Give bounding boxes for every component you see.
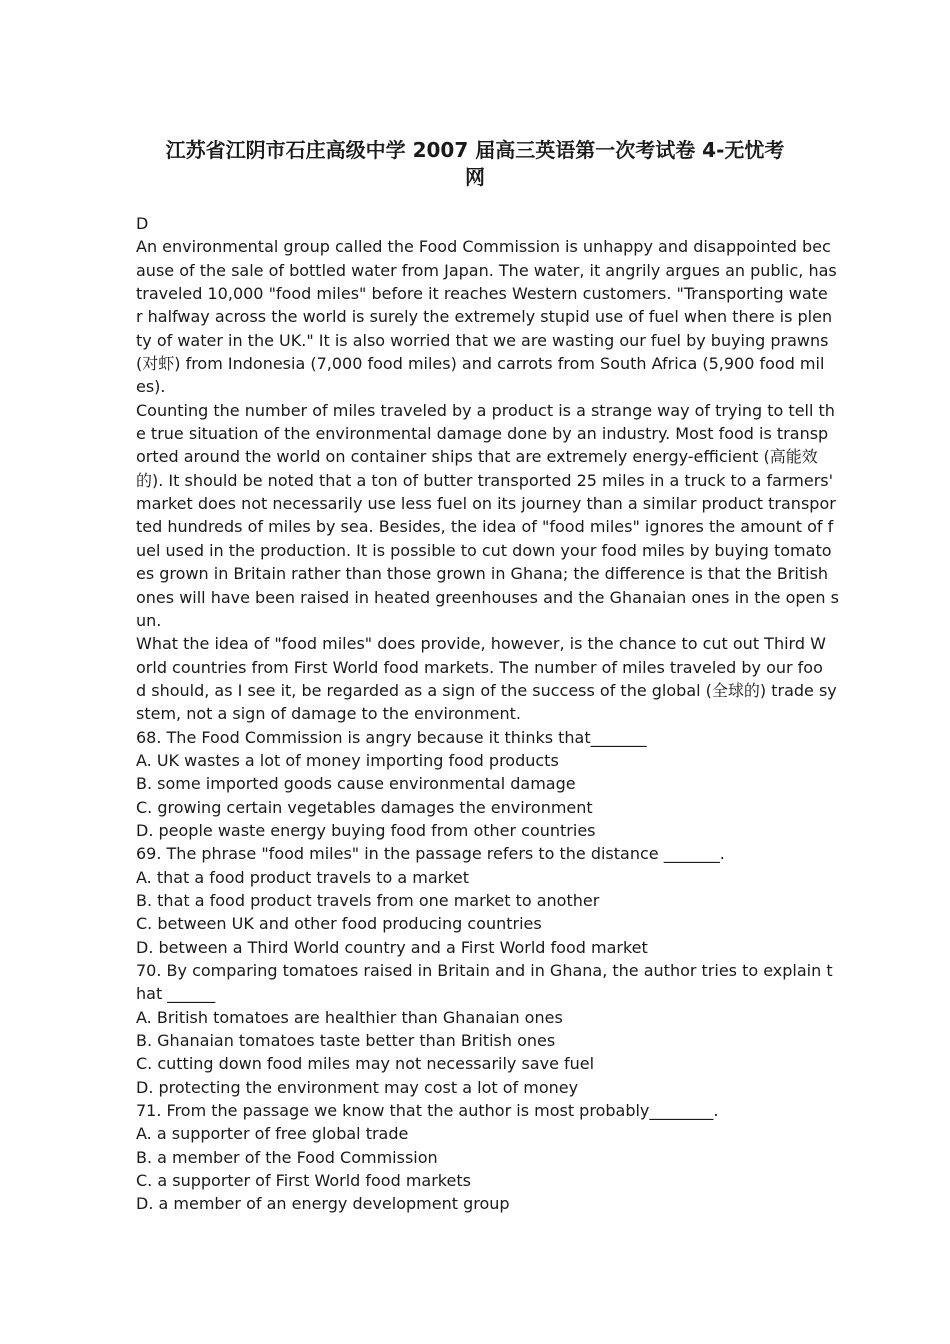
passage-line: Counting the number of miles traveled by a product is a strange way of trying to tell th — [136, 400, 835, 420]
answer-option-a: A. UK wastes a lot of money importing food products — [136, 750, 559, 770]
answer-option-a: A. British tomatoes are healthier than Ghanaian ones — [136, 1007, 563, 1027]
passage-line: (对虾) from Indonesia (7,000 food miles) and carrots from South Africa (5,900 food mil — [136, 354, 825, 374]
passage-line: un. — [136, 610, 162, 630]
question-68 — [136, 726, 826, 843]
passage-line: ones will have been raised in heated greenhouses and the Ghanaian ones in the open s — [136, 587, 839, 607]
answer-option-c: C. a supporter of First World food markets — [136, 1171, 471, 1191]
passage-line: ty of water in the UK." It is also worried that we are wasting our fuel by buying prawns — [136, 330, 829, 350]
passage-paragraph-3 — [136, 632, 837, 725]
title-line: 江苏省江阴市石庄高级中学 2007 届高三英语第一次考试卷 4-无忧考 — [165, 138, 785, 162]
passage-line: d should, as I see it, be regarded as a sign of the success of the global (全球的) trade sy — [136, 680, 837, 700]
passage-line: What the idea of "food miles" does provide, however, is the chance to cut out Third W — [136, 634, 826, 654]
passage-line: market does not necessarily use less fuel on its journey than a similar product transpor — [136, 494, 836, 514]
passage-paragraph-2 — [136, 399, 839, 632]
question-70 — [136, 959, 833, 1099]
passage-line: traveled 10,000 "food miles" before it reaches Western customers. "Transporting wate — [136, 284, 828, 304]
question-stem: 71. From the passage we know that the author is most probably________. — [136, 1101, 719, 1121]
passage-line: orted around the world on container ships that are extremely energy-efficient (高能效 — [136, 447, 818, 467]
title-line: 网 — [465, 165, 485, 189]
passage-line: es grown in Britain rather than those grown in Ghana; the difference is that the British — [136, 564, 829, 584]
section-label: D — [136, 214, 149, 233]
answer-option-d: D. protecting the environment may cost a lot of money — [136, 1077, 579, 1097]
passage-line: e true situation of the environmental damage done by an industry. Most food is transp — [136, 424, 829, 444]
answer-option-c: C. between UK and other food producing countries — [136, 914, 542, 934]
answer-option-b: B. some imported goods cause environmental damage — [136, 774, 576, 794]
passage-line: stem, not a sign of damage to the environment. — [136, 704, 521, 724]
answer-option-b: B. a member of the Food Commission — [136, 1147, 438, 1167]
question-71 — [136, 1099, 826, 1216]
answer-option-a: A. a supporter of free global trade — [136, 1124, 409, 1144]
question-stem: hat ______ — [136, 984, 216, 1004]
answer-option-b: B. Ghanaian tomatoes taste better than British ones — [136, 1031, 556, 1051]
answer-option-d: D. people waste energy buying food from other countries — [136, 820, 596, 840]
passage-line: es). — [136, 377, 166, 397]
answer-option-d: D. a member of an energy development group — [136, 1194, 510, 1214]
answer-option-d: D. between a Third World country and a First World food market — [136, 937, 648, 957]
passage-line: orld countries from First World food markets. The number of miles traveled by our foo — [136, 657, 823, 677]
passage-line: uel used in the production. It is possible to cut down your food miles by buying tomato — [136, 540, 832, 560]
document-title — [140, 137, 810, 191]
passage-line: An environmental group called the Food Commission is unhappy and disappointed bec — [136, 237, 831, 257]
question-stem: 69. The phrase "food miles" in the passage refers to the distance _______. — [136, 844, 725, 864]
answer-option-c: C. growing certain vegetables damages the environment — [136, 797, 593, 817]
question-69 — [136, 842, 826, 959]
question-stem: 68. The Food Commission is angry because it thinks that_______ — [136, 727, 647, 747]
passage-line: 的). It should be noted that a ton of butter transported 25 miles in a truck to a farmers' — [136, 470, 833, 490]
question-stem: 70. By comparing tomatoes raised in Britain and in Ghana, the author tries to explain t — [136, 961, 833, 980]
document-body — [136, 212, 839, 1216]
passage-line: ause of the sale of bottled water from Japan. The water, it angrily argues an public, has — [136, 260, 837, 280]
answer-option-b: B. that a food product travels from one market to another — [136, 890, 600, 910]
answer-option-c: C. cutting down food miles may not necessarily save fuel — [136, 1054, 595, 1074]
passage-paragraph-1 — [136, 235, 837, 398]
passage-line: ted hundreds of miles by sea. Besides, the idea of "food miles" ignores the amount of f — [136, 517, 834, 537]
answer-option-a: A. that a food product travels to a market — [136, 867, 470, 887]
passage-line: r halfway across the world is surely the extremely stupid use of fuel when there is plen — [136, 307, 833, 327]
